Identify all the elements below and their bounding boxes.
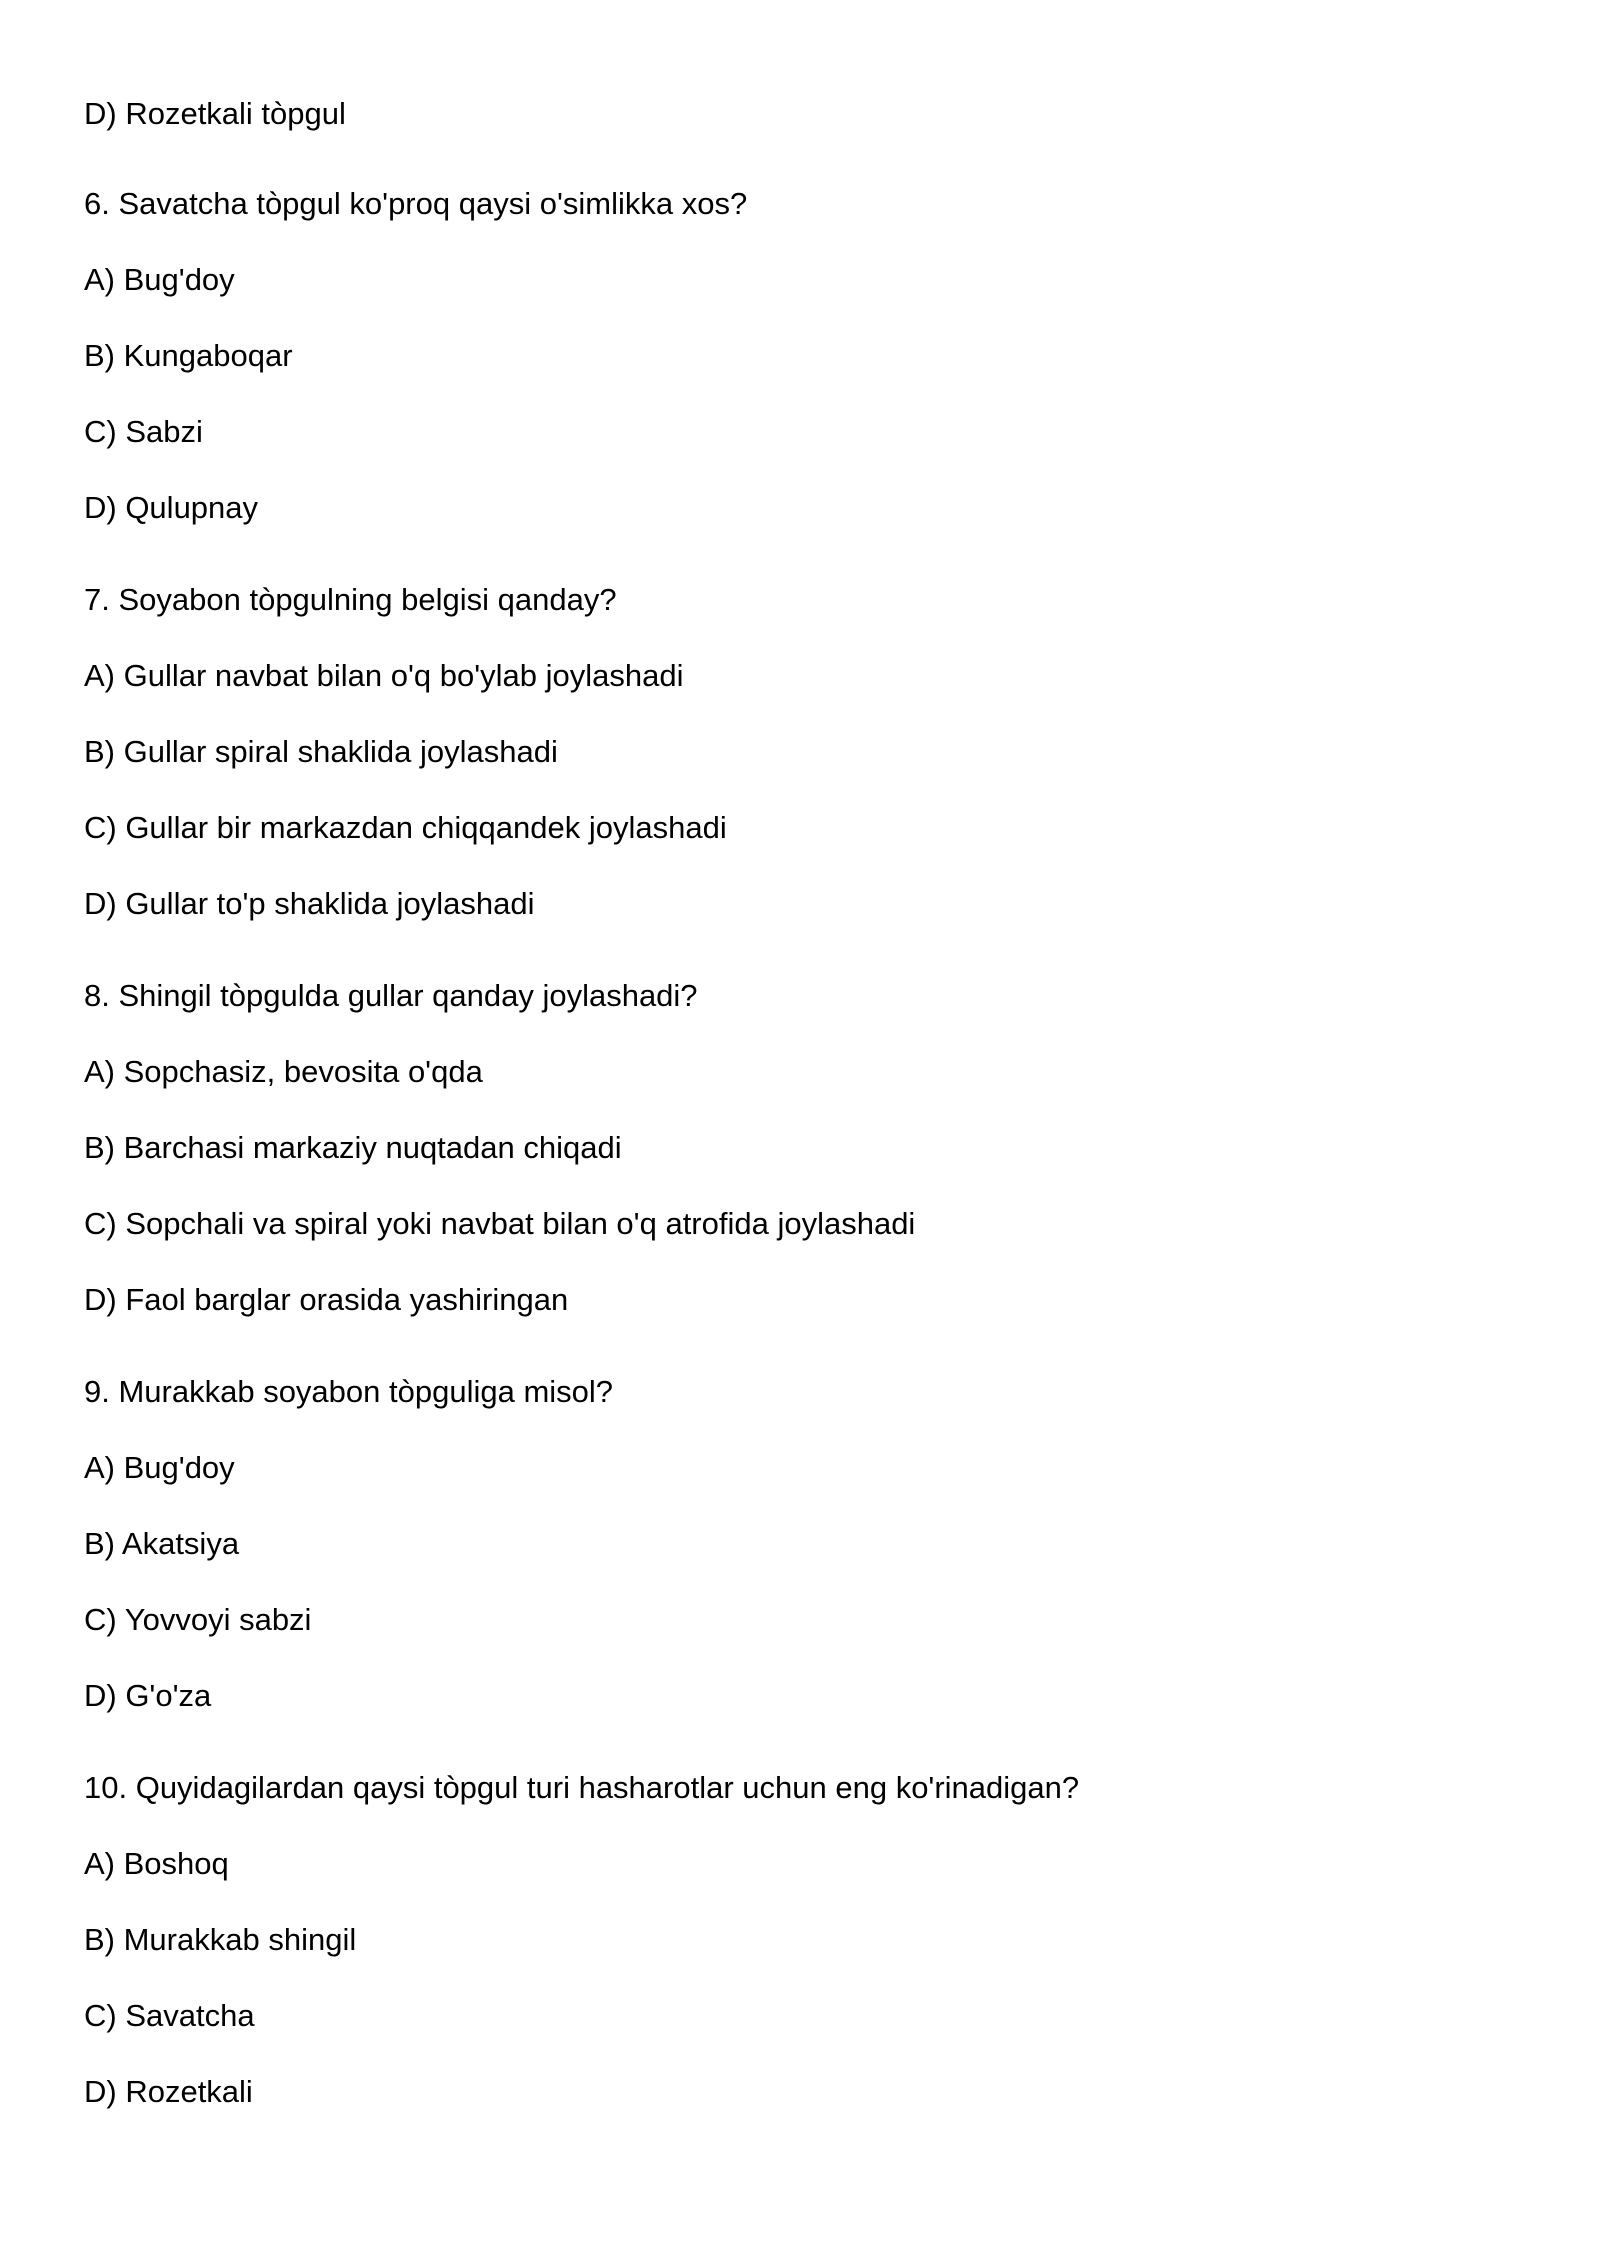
answer-option: B) Akatsiya (84, 1526, 240, 1561)
answer-option: A) Bug'doy (84, 262, 235, 297)
answer-option: C) Yovvoyi sabzi (84, 1602, 312, 1637)
answer-option: C) Sopchali va spiral yoki navbat bilan o'q atrofida joylashadi (84, 1206, 916, 1241)
answer-option: D) G'o'za (84, 1678, 212, 1713)
answer-option: D) Rozetkali tòpgul (84, 96, 346, 131)
answer-option: D) Faol barglar orasida yashiringan (84, 1282, 569, 1317)
question-9: 9. Murakkab soyabon tòpguliga misol? (84, 1374, 614, 1409)
answer-option: B) Kungaboqar (84, 338, 293, 373)
answer-option: D) Gullar to'p shaklida joylashadi (84, 886, 535, 921)
answer-option: D) Qulupnay (84, 490, 259, 525)
answer-option: B) Barchasi markaziy nuqtadan chiqadi (84, 1130, 622, 1165)
answer-option: B) Gullar spiral shaklida joylashadi (84, 734, 558, 769)
answer-option: A) Boshoq (84, 1846, 229, 1881)
question-8: 8. Shingil tòpgulda gullar qanday joylashadi? (84, 978, 698, 1013)
answer-option: A) Sopchasiz, bevosita o'qda (84, 1054, 483, 1089)
question-6: 6. Savatcha tòpgul ko'proq qaysi o'simlikka xos? (84, 186, 748, 221)
question-10: 10. Quyidagilardan qaysi tòpgul turi hasharotlar uchun eng ko'rinadigan? (84, 1770, 1080, 1805)
answer-option: D) Rozetkali (84, 2074, 253, 2109)
answer-option: C) Gullar bir markazdan chiqqandek joylashadi (84, 810, 727, 845)
answer-option: A) Bug'doy (84, 1450, 235, 1485)
question-7: 7. Soyabon tòpgulning belgisi qanday? (84, 582, 617, 617)
answer-option: B) Murakkab shingil (84, 1922, 357, 1957)
answer-option: C) Sabzi (84, 414, 203, 449)
answer-option: C) Savatcha (84, 1998, 255, 2033)
answer-option: A) Gullar navbat bilan o'q bo'ylab joylashadi (84, 658, 684, 693)
